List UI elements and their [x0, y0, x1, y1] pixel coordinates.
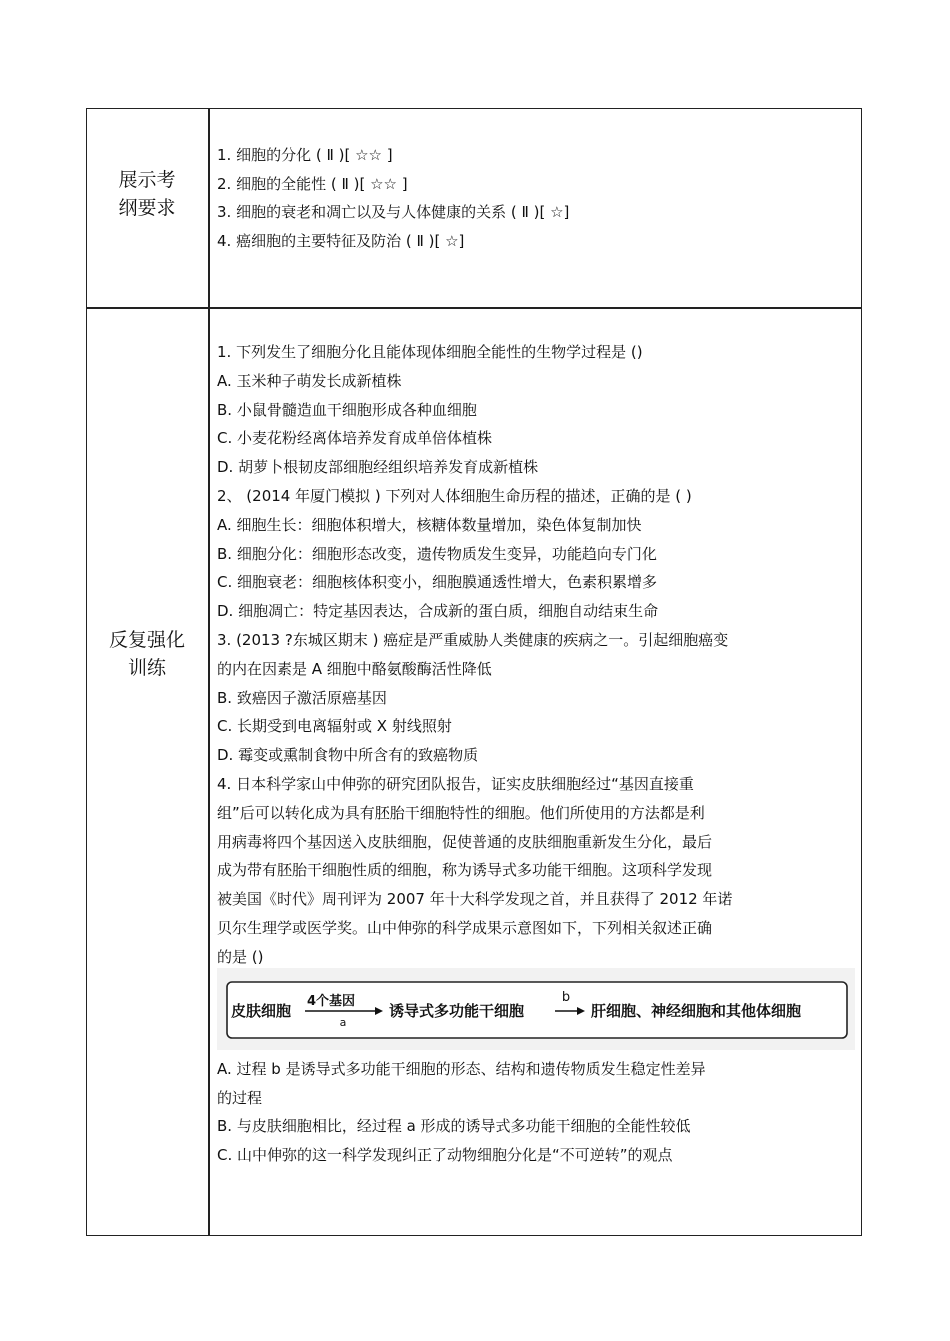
diagram-middle-label: 诱导式多功能干细胞 — [389, 1002, 525, 1020]
option-line: C. 山中伸弥的这一科学发现纠正了动物细胞分化是“不可逆转”的观点 — [217, 1145, 673, 1164]
question-line: B. 细胞分化：细胞形态改变，遗传物质发生变异，功能趋向专门化 — [217, 544, 657, 563]
requirement-item: 2. 细胞的全能性 ( Ⅱ )[ ☆☆ ] — [217, 174, 408, 193]
question-line: 被美国《时代》周刊评为 2007 年十大科学发现之首，并且获得了 2012 年诺 — [217, 890, 733, 909]
question-line: D. 霉变或熏制食物中所含有的致癌物质 — [217, 746, 479, 765]
practice-label — [86, 626, 208, 682]
question-line: D. 胡萝卜根韧皮部细胞经组织培养发育成新植株 — [217, 458, 539, 477]
reprogramming-diagram — [217, 968, 855, 1050]
question-line: 2、 (2014 年厦门模拟 ) 下列对人体细胞生命历程的描述，正确的是 ( ) — [217, 486, 692, 505]
requirement-item: 3. 细胞的衰老和凋亡以及与人体健康的关系 ( Ⅱ )[ ☆] — [217, 203, 570, 221]
question-line: C. 长期受到电离辐射或 X 射线照射 — [217, 717, 452, 736]
exam-requirements-list — [217, 141, 569, 255]
label-line: 反复强化 — [108, 629, 185, 651]
arrow1-top-label: 4个基因 — [306, 994, 356, 1009]
question-line: A. 细胞生长：细胞体积增大，核糖体数量增加，染色体复制加快 — [217, 515, 642, 534]
question-line: D. 细胞凋亡：特定基因表达，合成新的蛋白质，细胞自动结束生命 — [217, 602, 659, 621]
question-line: 贝尔生理学或医学奖。山中伸弥的科学成果示意图如下，下列相关叙述正确 — [217, 918, 713, 937]
label-line: 展示考 — [118, 169, 176, 191]
option-line: A. 过程 b 是诱导式多功能干细胞的形态、结构和遗传物质发生稳定性差异 — [217, 1060, 706, 1078]
question-line: 成为带有胚胎干细胞性质的细胞，称为诱导式多功能干细胞。这项科学发现 — [217, 861, 713, 880]
practice-questions — [217, 338, 732, 972]
exam-requirements-label — [86, 166, 208, 222]
question-line: B. 小鼠骨髓造血干细胞形成各种血细胞 — [217, 400, 477, 419]
question-line: 用病毒将四个基因送入皮肤细胞，促使普通的皮肤细胞重新发生分化，最后 — [217, 832, 713, 851]
arrow2-top-label: b — [561, 990, 571, 1005]
answer-options — [217, 1055, 706, 1169]
row-divider — [86, 307, 862, 309]
diagram-end-label: 肝细胞、神经细胞和其他体细胞 — [591, 1002, 802, 1020]
option-line: B. 与皮肤细胞相比，经过程 a 形成的诱导式多功能干细胞的全能性较低 — [217, 1117, 691, 1136]
question-line: 1. 下列发生了细胞分化且能体现体细胞全能性的生物学过程是 () — [217, 343, 643, 361]
question-line: 的内在因素是 A 细胞中酪氨酸酶活性降低 — [217, 659, 492, 678]
arrow1-bottom-label: a — [339, 1016, 347, 1029]
question-line: A. 玉米种子萌发长成新植株 — [217, 371, 402, 390]
label-line: 纲要求 — [118, 197, 176, 219]
label-line: 训练 — [127, 657, 166, 679]
question-line: 3. (2013 ?东城区期末 ) 癌症是严重威胁人类健康的疾病之一。引起细胞癌变 — [217, 630, 729, 649]
option-line: 的过程 — [217, 1088, 263, 1107]
requirement-item: 1. 细胞的分化 ( Ⅱ )[ ☆☆ ] — [217, 146, 393, 164]
question-line: C. 小麦花粉经离体培养发育成单倍体植株 — [217, 429, 493, 448]
column-divider — [208, 108, 210, 1236]
question-line: B. 致癌因子激活原癌基因 — [217, 688, 387, 707]
diagram-start-label: 皮肤细胞 — [231, 1002, 292, 1020]
question-line: C. 细胞衰老：细胞核体积变小，细胞膜通透性增大，色素积累增多 — [217, 573, 658, 592]
question-line: 的是 () — [217, 947, 264, 966]
question-line: 4. 日本科学家山中伸弥的研究团队报告，证实皮肤细胞经过“基因直接重 — [217, 774, 694, 793]
question-line: 组”后可以转化成为具有胚胎干细胞特性的细胞。他们所使用的方法都是利 — [217, 803, 705, 822]
requirement-item: 4. 癌细胞的主要特征及防治 ( Ⅱ )[ ☆] — [217, 231, 465, 250]
